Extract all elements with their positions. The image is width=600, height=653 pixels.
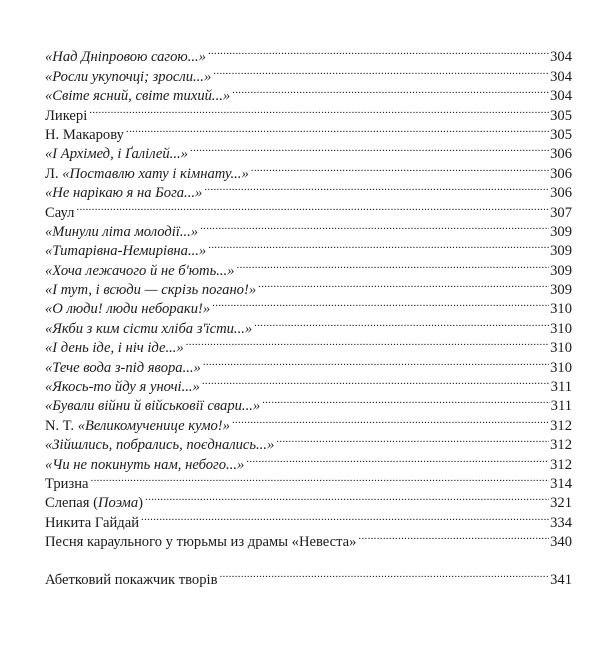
dot-leader <box>251 158 549 177</box>
toc-entry-title-italic: «Світе ясний, світе тихий...» <box>45 88 231 105</box>
toc-entry-page-number: 305 <box>550 126 572 143</box>
dot-leader <box>276 430 549 449</box>
toc-entry-title <box>45 417 232 436</box>
toc-entry-page-number: 334 <box>550 514 572 531</box>
dot-leader <box>236 255 549 274</box>
toc-entry-title <box>45 436 276 455</box>
dot-leader <box>186 333 549 352</box>
toc-entry-page-number: 311 <box>550 398 572 415</box>
dot-leader <box>232 410 549 429</box>
toc-entry-page-number: 306 <box>550 146 572 163</box>
dot-leader <box>204 178 549 197</box>
toc-index-entry <box>45 564 572 588</box>
toc-entry-title-italic: «Тече вода з-під явора...» <box>45 359 201 376</box>
toc-entry-page-number: 311 <box>550 379 572 396</box>
toc-entry-title-plain: Саул <box>45 204 75 221</box>
toc-entry-title-suffix: ) <box>138 495 144 512</box>
toc-entry-title-italic: «Великомученице кумо!» <box>77 417 230 434</box>
toc-entry-title <box>45 514 141 533</box>
toc-entry-title-plain: Тризна <box>45 475 89 492</box>
toc-entry-title <box>45 223 200 242</box>
toc-entry-title <box>45 475 91 494</box>
toc-entry-title <box>45 145 190 164</box>
dot-leader <box>358 527 549 546</box>
toc-entry-title <box>45 339 186 358</box>
dot-leader <box>262 391 549 410</box>
toc-entry-title-plain: Песня караульного у тюрьмы из драмы «Невеста» <box>45 534 357 551</box>
dot-leader <box>208 42 549 61</box>
dot-leader <box>141 507 549 526</box>
toc-entry-title-italic: «Чи не покинуть нам, небого...» <box>45 456 245 473</box>
toc-entry-page-number: 341 <box>550 571 572 588</box>
dot-leader <box>208 236 549 255</box>
toc-entry-title <box>45 48 208 67</box>
dot-leader <box>213 61 549 80</box>
toc-entry-page-number: 310 <box>550 359 572 376</box>
dot-leader <box>76 197 549 216</box>
toc-entry-page-number: 304 <box>550 68 572 85</box>
toc-entry-page-number: 310 <box>550 301 572 318</box>
toc-entry-page-number: 309 <box>550 262 572 279</box>
toc-entry-title <box>45 533 358 552</box>
toc-entry-title-italic: «Хоча лежачого й не б'ють...» <box>45 262 235 279</box>
toc-entry <box>45 217 572 240</box>
toc-entry <box>45 197 572 221</box>
toc-entry-title <box>45 378 202 397</box>
toc-entry-title <box>45 204 76 223</box>
toc-entry-title-italic: «Не нарікаю я на Бога...» <box>45 185 203 202</box>
toc-entry-title-italic: «Якось-то йду я уночі...» <box>45 379 200 396</box>
toc-entry <box>45 100 572 124</box>
toc-entry-title <box>45 494 145 513</box>
toc-entry-title <box>45 397 262 416</box>
dot-leader <box>219 564 549 583</box>
toc-entry-title-italic: «Якби з ким сісти хліба з'їсти...» <box>45 320 253 337</box>
dot-leader <box>190 139 549 158</box>
toc-entry-title-italic: «Над Дніпровою сагою...» <box>45 49 206 66</box>
toc-entry-page-number: 309 <box>550 282 572 299</box>
dot-leader <box>258 275 549 294</box>
toc-entry-page-number: 304 <box>550 88 572 105</box>
toc-entry-page-number: 340 <box>550 534 572 551</box>
toc-entry-title-italic: «І Архімед, і Ґалілей...» <box>45 146 188 163</box>
toc-entry-title-italic: «Бували війни й військовії свари...» <box>45 398 261 415</box>
dot-leader <box>232 81 549 100</box>
toc-entry-title-italic: «І тут, і всюди — скрізь погано!» <box>45 282 257 299</box>
toc-entry-title <box>45 126 126 145</box>
toc-entry-page-number: 312 <box>550 417 572 434</box>
toc-entry-title-plain: Никита Гайдай <box>45 514 140 531</box>
toc-entry-title <box>45 68 213 87</box>
table-of-contents <box>45 42 572 588</box>
toc-entry-title <box>45 107 89 126</box>
toc-entry-title-plain: Н. Макарову <box>45 126 124 143</box>
toc-entry-page-number: 309 <box>550 243 572 260</box>
dot-leader <box>202 372 550 391</box>
toc-entry-page-number: 305 <box>550 107 572 124</box>
toc-entry-title-italic: «О люди! люди небораки!» <box>45 301 211 318</box>
toc-entry-title <box>45 242 208 261</box>
dot-leader <box>126 120 549 139</box>
toc-entry-title <box>45 359 203 378</box>
toc-entry-page-number: 310 <box>550 320 572 337</box>
toc-entry-title-plain: N. T. <box>45 417 78 434</box>
dot-leader <box>246 449 549 468</box>
toc-entry-page-number: 314 <box>550 475 572 492</box>
toc-entry-title-plain: Л. <box>45 165 63 182</box>
toc-entry-page-number: 304 <box>550 49 572 66</box>
toc-entry-title-plain: Абетковий покажчик творів <box>45 571 218 588</box>
dot-leader <box>203 352 549 371</box>
dot-leader <box>145 488 549 507</box>
toc-entry-page-number: 307 <box>550 204 572 221</box>
toc-entry-title-italic: «Росли укупочці; зросли...» <box>45 68 212 85</box>
toc-entry-page-number: 312 <box>550 456 572 473</box>
toc-entry <box>45 120 572 143</box>
toc-entry-title-plain: Ликері <box>45 107 88 124</box>
dot-leader <box>89 100 549 119</box>
toc-entry <box>45 469 572 492</box>
toc-entry <box>45 42 572 66</box>
toc-entry-title-italic: «Поставлю хату і кімнату...» <box>62 165 249 182</box>
toc-entry-title <box>45 300 212 319</box>
dot-leader <box>200 217 549 236</box>
toc-entry <box>45 488 572 512</box>
dot-leader <box>91 469 550 488</box>
toc-entry-title-italic: Поэма <box>98 495 139 512</box>
dot-leader <box>254 313 549 332</box>
toc-entry-title <box>45 571 219 590</box>
toc-entry-page-number: 321 <box>550 495 572 512</box>
dot-leader <box>212 294 549 313</box>
toc-entry-title-italic: «І день іде, і ніч іде...» <box>45 340 184 357</box>
toc-entry-page-number: 306 <box>550 165 572 182</box>
toc-entry-page-number: 312 <box>550 437 572 454</box>
toc-entry-page-number: 310 <box>550 340 572 357</box>
toc-entry-title-italic: «Зійшлись, побрались, поєднались...» <box>45 437 275 454</box>
toc-entry-title-italic: «Минули літа молодії...» <box>45 223 199 240</box>
toc-entry-page-number: 309 <box>550 223 572 240</box>
toc-entry-page-number: 306 <box>550 185 572 202</box>
toc-entry-title <box>45 262 236 281</box>
toc-entry-title-plain: Слепая ( <box>45 495 99 512</box>
toc-entry-title-italic: «Титарівна-Немирівна...» <box>45 243 207 260</box>
